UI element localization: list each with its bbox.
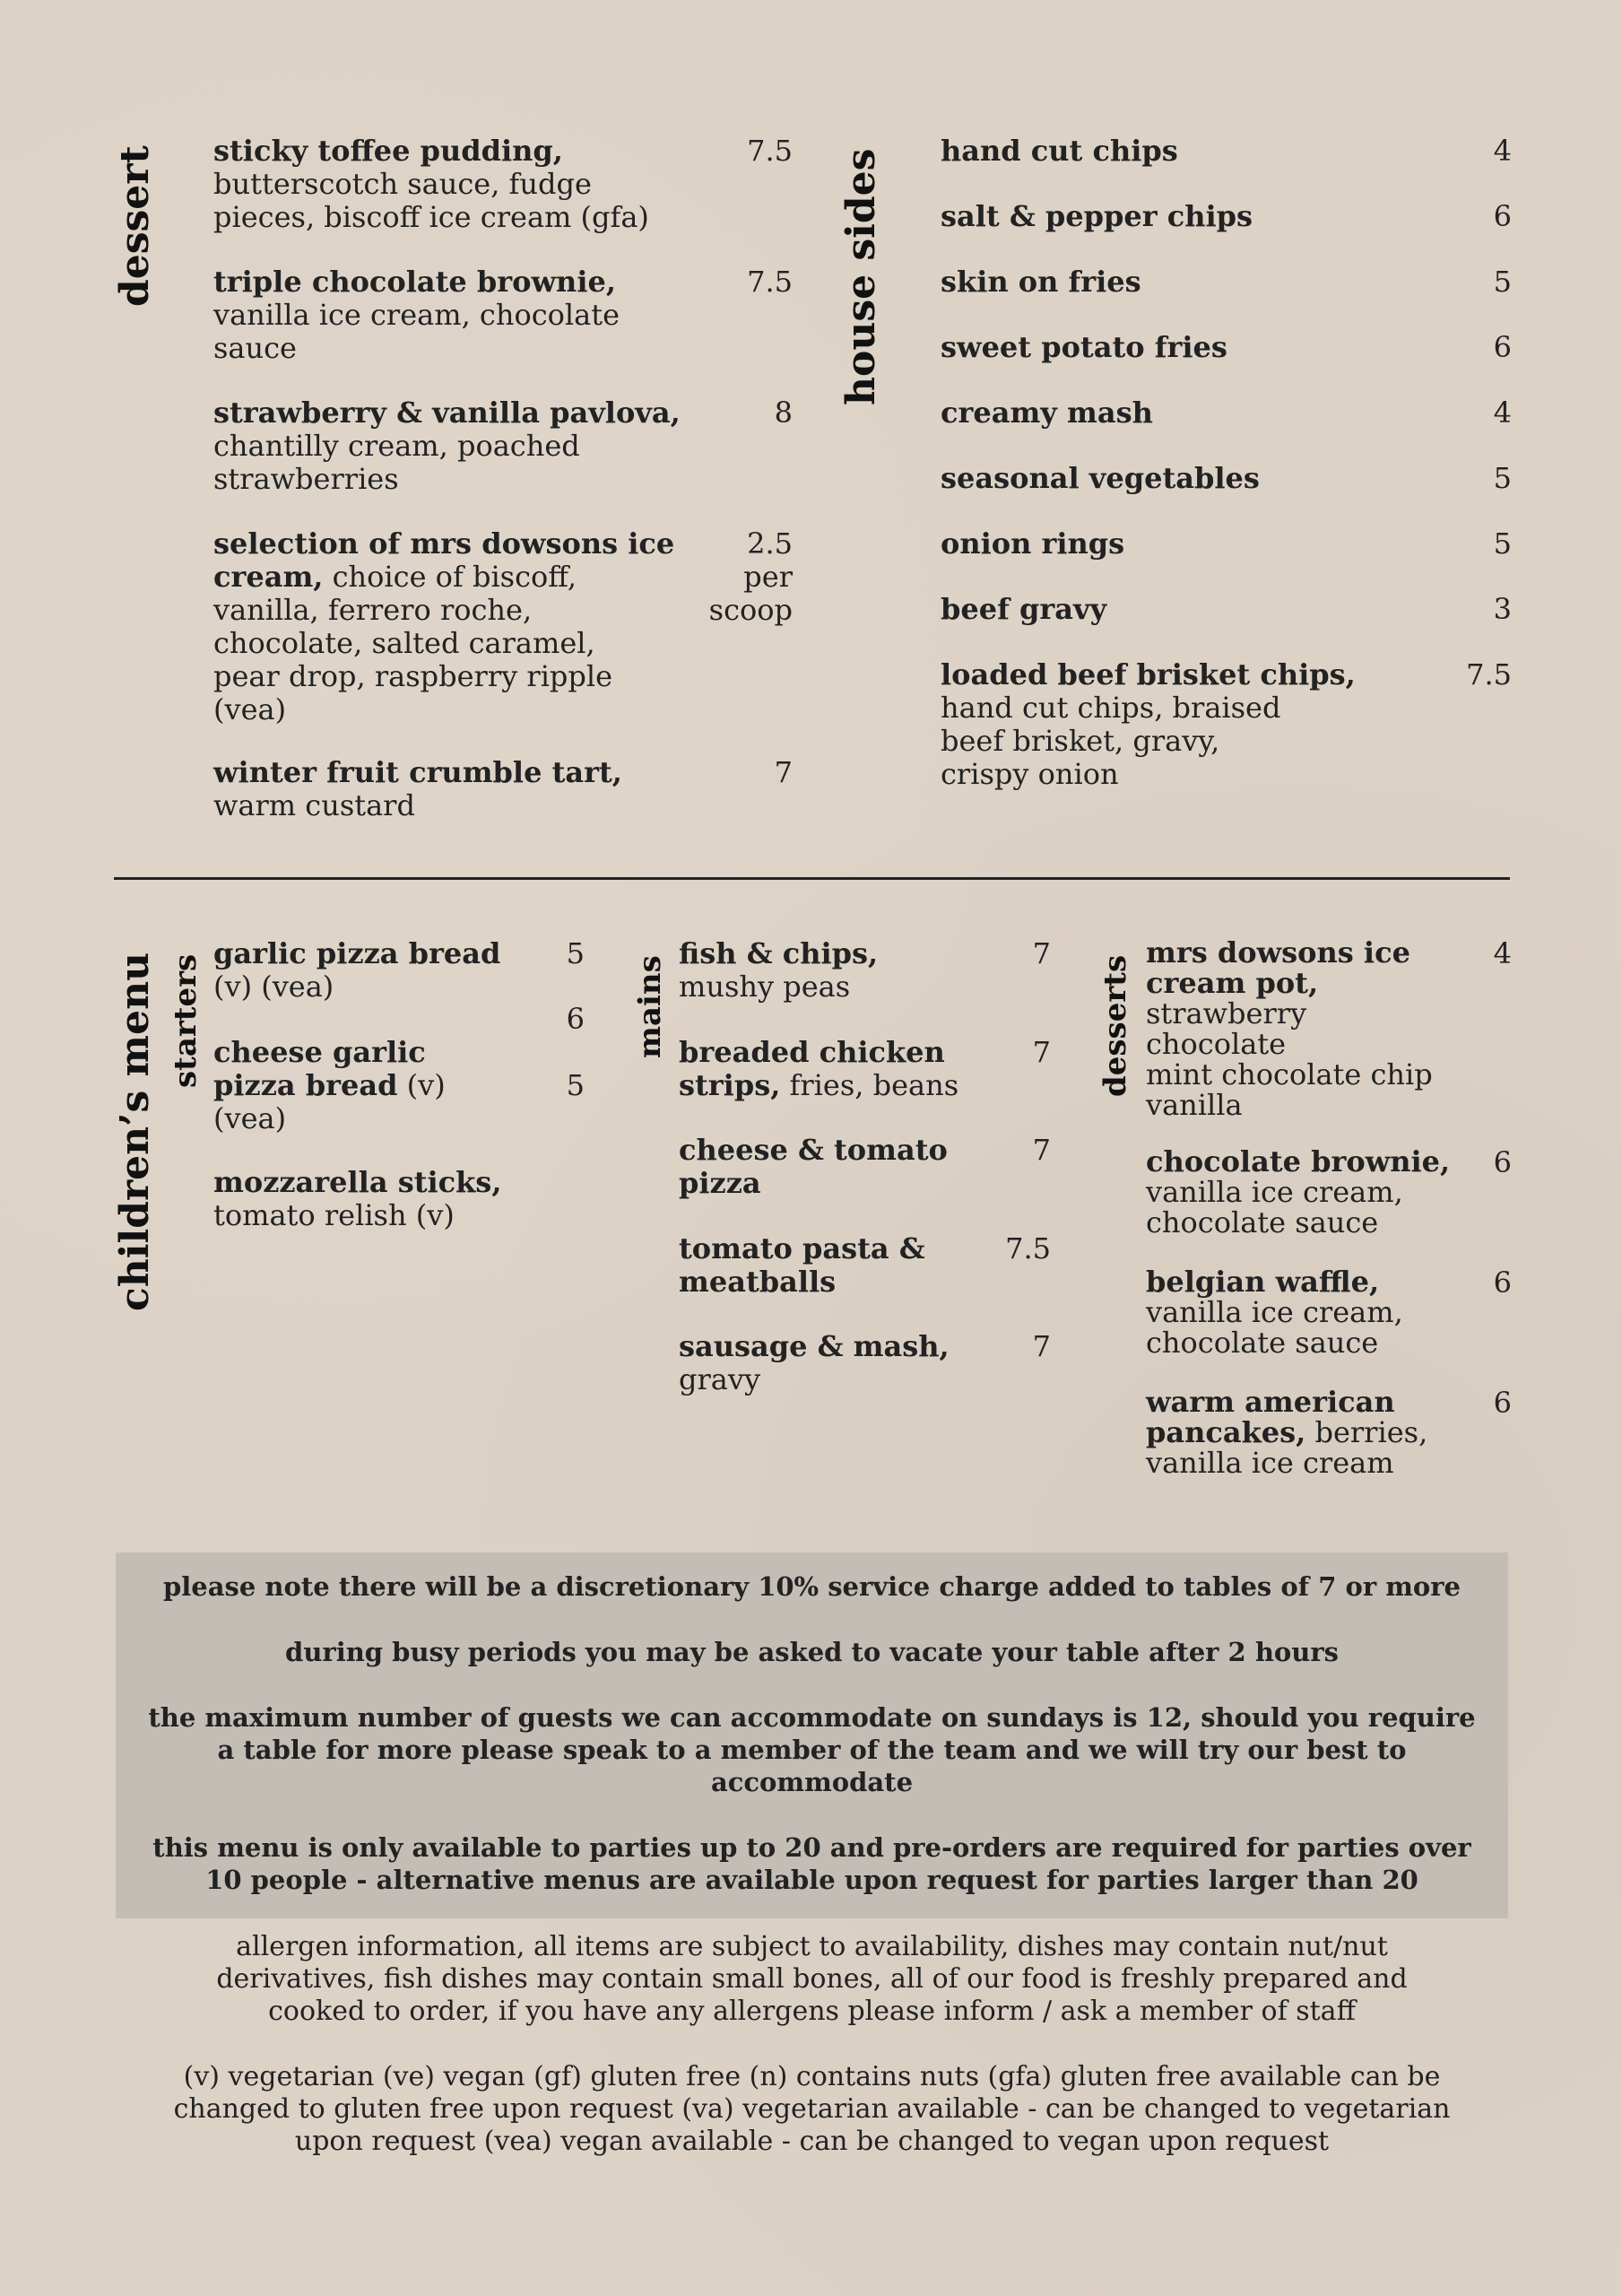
section-divider <box>114 877 1510 880</box>
desserts-heading: desserts <box>1097 954 1133 1097</box>
allergen-info-line: derivatives, fish dishes may contain small bones, all of our food is freshly prepared and <box>216 1963 1408 1995</box>
menu-item: seasonal vegetables <box>941 461 1260 495</box>
party-size-notice-line: this menu is only available to parties up to 20 and pre-orders are required for parties over <box>152 1832 1471 1863</box>
menu-item: garlic pizza bread (v) (vea) <box>213 936 501 1004</box>
item-price: 4 <box>1493 396 1512 430</box>
menu-item: strawberry & vanilla pavlova, chantilly cream, poached strawberries <box>213 396 681 496</box>
menu-item: triple chocolate brownie, vanilla ice cream, chocolate sauce <box>213 265 620 365</box>
menu-item: selection of mrs dowsons ice cream, choice of biscoff, vanilla, ferrero roche, chocolate, salted caramel, pear drop, raspberry ripple (vea) <box>213 526 675 726</box>
item-price: 4 <box>1493 134 1512 168</box>
mains-heading: mains <box>632 955 668 1058</box>
dietary-legend-line: upon request (vea) vegan available - can be changed to vegan upon request <box>294 2126 1330 2157</box>
menu-item: tomato pasta & meatballs <box>679 1231 925 1299</box>
menu-item: winter fruit crumble tart, warm custard <box>213 755 622 822</box>
menu-item: belgian waffle, vanilla ice cream, chocolate sauce <box>1146 1265 1403 1360</box>
menu-item: chocolate brownie, vanilla ice cream, chocolate sauce <box>1146 1144 1451 1239</box>
dietary-legend-line: changed to gluten free upon request (va) vegetarian available - can be changed to vegetarian <box>173 2093 1451 2125</box>
menu-item: salt & pepper chips <box>941 199 1253 233</box>
table-time-notice: during busy periods you may be asked to vacate your table after 2 hours <box>285 1637 1339 1667</box>
item-price: 7.5 <box>747 134 793 168</box>
item-price: 7 <box>1032 1329 1051 1363</box>
item-price: 7 <box>1032 1133 1051 1167</box>
menu-item: loaded beef brisket chips, hand cut chips, braised beef brisket, gravy, crispy onion <box>941 657 1356 791</box>
menu-item: cheese garlic pizza bread (v) (vea) <box>213 1035 446 1135</box>
notice-box <box>116 1552 1508 1918</box>
item-price: 3 <box>1493 592 1512 626</box>
menu-item: sausage & mash, gravy <box>679 1329 950 1396</box>
party-size-notice-line: 10 people - alternative menus are available upon request for parties larger than 20 <box>205 1865 1418 1895</box>
menu-item: mrs dowsons ice cream pot, strawberry chocolate mint chocolate chip vanilla <box>1146 935 1433 1122</box>
house-sides-heading: house sides <box>838 148 884 405</box>
menu-item: creamy mash <box>941 396 1153 430</box>
item-price: 6 <box>1493 1145 1512 1179</box>
starters-heading: starters <box>168 953 204 1088</box>
item-price: 7.5 <box>747 265 793 299</box>
menu-item: mozzarella sticks, tomato relish (v) <box>213 1165 502 1232</box>
menu-item: cheese & tomato pizza <box>679 1133 948 1200</box>
menu-item: sticky toffee pudding, butterscotch sauce, fudge pieces, biscoff ice cream (gfa) <box>213 134 649 234</box>
item-price: 5 <box>1493 461 1512 495</box>
menu-item: onion rings <box>941 526 1125 561</box>
item-price: 5 <box>566 1068 585 1102</box>
dietary-legend-line: (v) vegetarian (ve) vegan (gf) gluten free (n) contains nuts (gfa) gluten free available can be <box>183 2061 1441 2092</box>
item-price: 7 <box>1032 936 1051 970</box>
allergen-info-line: allergen information, all items are subject to availability, dishes may contain nut/nut <box>236 1931 1388 1962</box>
item-price: 5 <box>566 936 585 970</box>
item-price: 6 <box>1493 1386 1512 1420</box>
childrens-menu-heading: children’s menu <box>112 952 158 1311</box>
allergen-info-line: cooked to order, if you have any allergens please inform / ask a member of staff <box>268 1996 1356 2027</box>
item-price: 6 <box>1493 199 1512 233</box>
max-guests-notice-line: accommodate <box>710 1767 914 1797</box>
menu-item: fish & chips, mushy peas <box>679 936 879 1004</box>
item-price: 6 <box>566 1002 585 1036</box>
item-price: 6 <box>1493 1265 1512 1300</box>
service-charge-notice: please note there will be a discretionary 10% service charge added to tables of 7 or more <box>162 1571 1461 1602</box>
menu-item: skin on fries <box>941 265 1141 299</box>
max-guests-notice-line: the maximum number of guests we can accommodate on sundays is 12, should you require <box>148 1702 1476 1733</box>
dessert-heading: dessert <box>112 145 158 307</box>
item-price: 5 <box>1493 265 1512 299</box>
menu-item: sweet potato fries <box>941 330 1227 364</box>
item-price: 2.5 per scoop <box>708 526 793 627</box>
menu-item: breaded chicken strips, fries, beans <box>679 1035 959 1102</box>
max-guests-notice-line: a table for more please speak to a member of the team and we will try our best to <box>217 1735 1407 1765</box>
menu-item: hand cut chips <box>941 134 1178 168</box>
item-price: 8 <box>774 396 793 430</box>
menu-item: warm american pancakes, berries, vanilla ice cream <box>1146 1385 1428 1480</box>
item-price: 7 <box>774 755 793 789</box>
menu-item: beef gravy <box>941 592 1107 626</box>
item-price: 5 <box>1493 526 1512 561</box>
item-price: 4 <box>1493 936 1512 970</box>
item-price: 7.5 <box>1005 1231 1051 1265</box>
item-price: 7 <box>1032 1035 1051 1069</box>
item-price: 7.5 <box>1466 657 1512 691</box>
item-price: 6 <box>1493 330 1512 364</box>
